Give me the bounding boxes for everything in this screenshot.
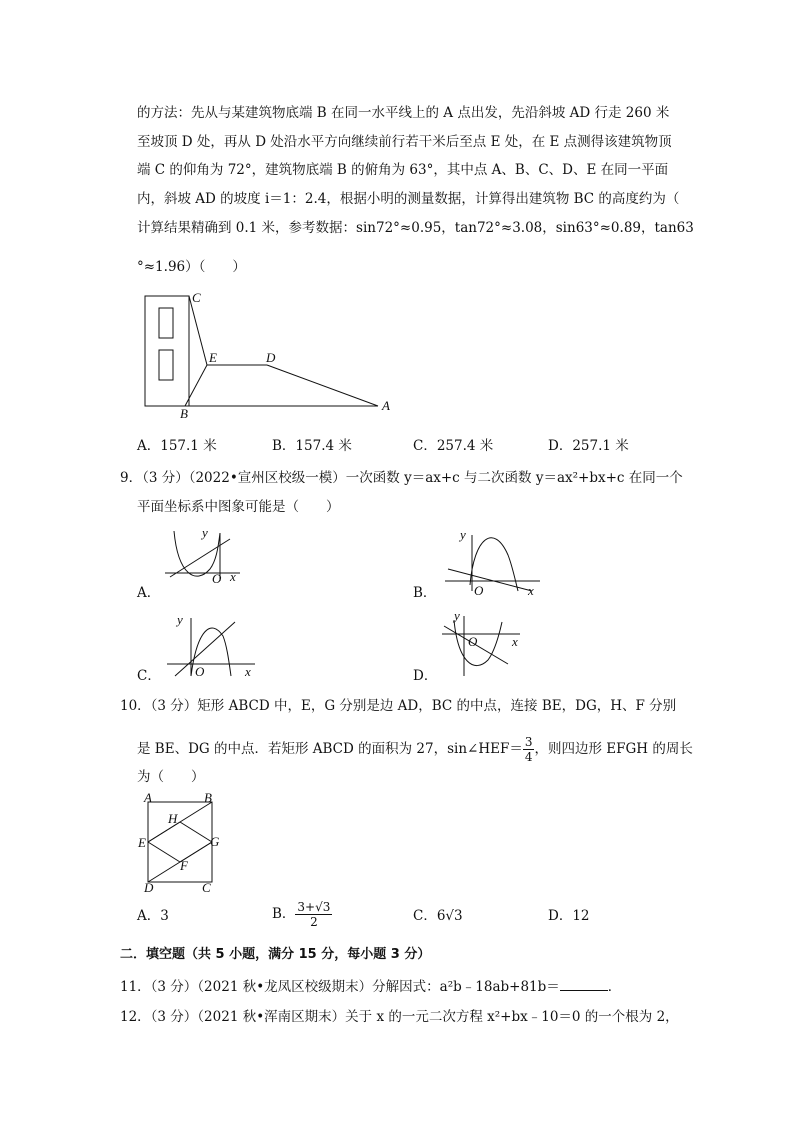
q10-option-b-den: 2: [310, 915, 318, 929]
label-h: H: [168, 811, 178, 826]
q9-graph-b: [440, 525, 550, 598]
q11-text: 11．（3 分）（2021 秋•龙凤区校级期末）分解因式：a²b﹣18ab+81b＝: [120, 979, 560, 995]
q8-option-c: C．257.4 米: [413, 438, 494, 454]
q9-option-d-label: D．: [413, 668, 438, 684]
label-e: E: [209, 350, 217, 365]
q10-line-2-pre: 是 BE、DG 的中点．若矩形 ABCD 的面积为 27，sin∠HEF＝: [137, 741, 523, 757]
axis-x-label: x: [528, 583, 534, 598]
q11-answer-blank: [560, 976, 608, 991]
q9-option-a-label: A．: [137, 585, 161, 601]
axis-y-label: y: [202, 525, 208, 540]
section-2-title: 二．填空题（共 5 小题，满分 15 分，每小题 3 分）: [120, 947, 431, 962]
origin-label: O: [468, 634, 478, 649]
label-b: B: [180, 406, 188, 421]
q11-line: [120, 976, 621, 997]
line-eb: [185, 365, 207, 406]
q8-line-3: 端 C 的仰角为 72°，建筑物底端 B 的俯角为 63°，其中点 A、B、C、D、E 在同一平面: [137, 162, 669, 178]
axis-x-label: x: [245, 664, 251, 679]
q10-option-c: C．6√3: [413, 908, 463, 924]
q9-graph-c: [165, 612, 265, 680]
q8-option-b: B．157.4 米: [272, 438, 352, 454]
origin-label: O: [195, 664, 205, 679]
q10-option-b-fraction: [295, 900, 332, 929]
q10-option-d: D．12: [548, 908, 590, 924]
q8-building-figure: [140, 288, 400, 421]
axis-x-label: x: [230, 569, 236, 584]
label-f: F: [180, 858, 188, 873]
label-a: A: [144, 790, 152, 805]
label-c: C: [202, 880, 211, 895]
origin-label: O: [474, 583, 484, 598]
slope-da: [267, 365, 378, 406]
q10-fraction-den: 4: [524, 750, 533, 764]
label-b: B: [204, 790, 212, 805]
q9-option-b-label: B．: [413, 585, 437, 601]
label-a: A: [382, 398, 390, 413]
axis-y-label: y: [460, 527, 466, 542]
q10-option-a: A．3: [137, 908, 169, 924]
line-ce: [189, 296, 207, 365]
q9-graph-a: [160, 525, 250, 585]
label-d: D: [144, 880, 154, 895]
building-outline: [145, 296, 189, 406]
q10-option-b-num: 3+√3: [297, 900, 331, 914]
q9-graph-d: [440, 608, 530, 678]
label-d: D: [266, 350, 276, 365]
q9-line-1: 9．（3 分）（2022•宣州区校级一模）一次函数 y＝ax+c 与二次函数 y＝ax²+bx+c 在同一个: [120, 470, 683, 486]
q10-rectangle-figure: [138, 792, 228, 897]
q10-line-2: [137, 735, 693, 764]
axis-x-label: x: [512, 634, 518, 649]
q8-option-d: D．257.1 米: [548, 438, 629, 454]
q12-line: 12．（3 分）（2021 秋•浑南区期末）关于 x 的一元二次方程 x²+bx﹣10＝0 的一个根为 2，: [120, 1009, 679, 1025]
q8-line-2: 至坡顶 D 处，再从 D 处沿水平方向继续前行若干米后至点 E 处，在 E 点测得该建筑物顶: [137, 134, 672, 150]
axis-y-label: y: [454, 608, 460, 623]
q9-line-2: 平面坐标系中图象可能是（ ）: [137, 499, 340, 515]
q10-line-3: 为（ ）: [137, 769, 205, 785]
axis-y-label: y: [177, 612, 183, 627]
q10-line-1: 10．（3 分）矩形 ABCD 中，E，G 分别是边 AD，BC 的中点，连接 BE，DG，H、F 分别: [120, 698, 677, 714]
building-window-top: [159, 308, 173, 338]
q9-option-c-label: C．: [137, 668, 161, 684]
q8-line-5: 计算结果精确到 0.1 米，参考数据：sin72°≈0.95，tan72°≈3.08，sin63°≈0.89，tan63: [137, 220, 694, 236]
q10-line-2-post: ，则四边形 EFGH 的周长: [534, 741, 693, 757]
origin-label: O: [212, 571, 222, 586]
q10-fraction: [523, 735, 535, 764]
building-window-bottom: [159, 350, 173, 380]
q10-option-b: [272, 900, 332, 929]
q10-fraction-num: 3: [524, 735, 533, 749]
q8-line-1: 的方法：先从与某建筑物底端 B 在同一水平线上的 A 点出发，先沿斜坡 AD 行走 260 米: [137, 105, 670, 121]
q8-line-6: °≈1.96）（ ）: [137, 259, 246, 275]
q8-line-4: 内，斜坡 AD 的坡度 i＝1：2.4，根据小明的测量数据，计算得出建筑物 BC 的高度约为（: [137, 191, 680, 207]
q8-option-a: A．157.1 米: [137, 438, 217, 454]
label-g: G: [210, 834, 220, 849]
q10-option-b-label: B．: [272, 906, 296, 922]
label-e: E: [138, 835, 146, 850]
label-c: C: [192, 290, 201, 305]
q11-end: ．: [607, 979, 622, 995]
